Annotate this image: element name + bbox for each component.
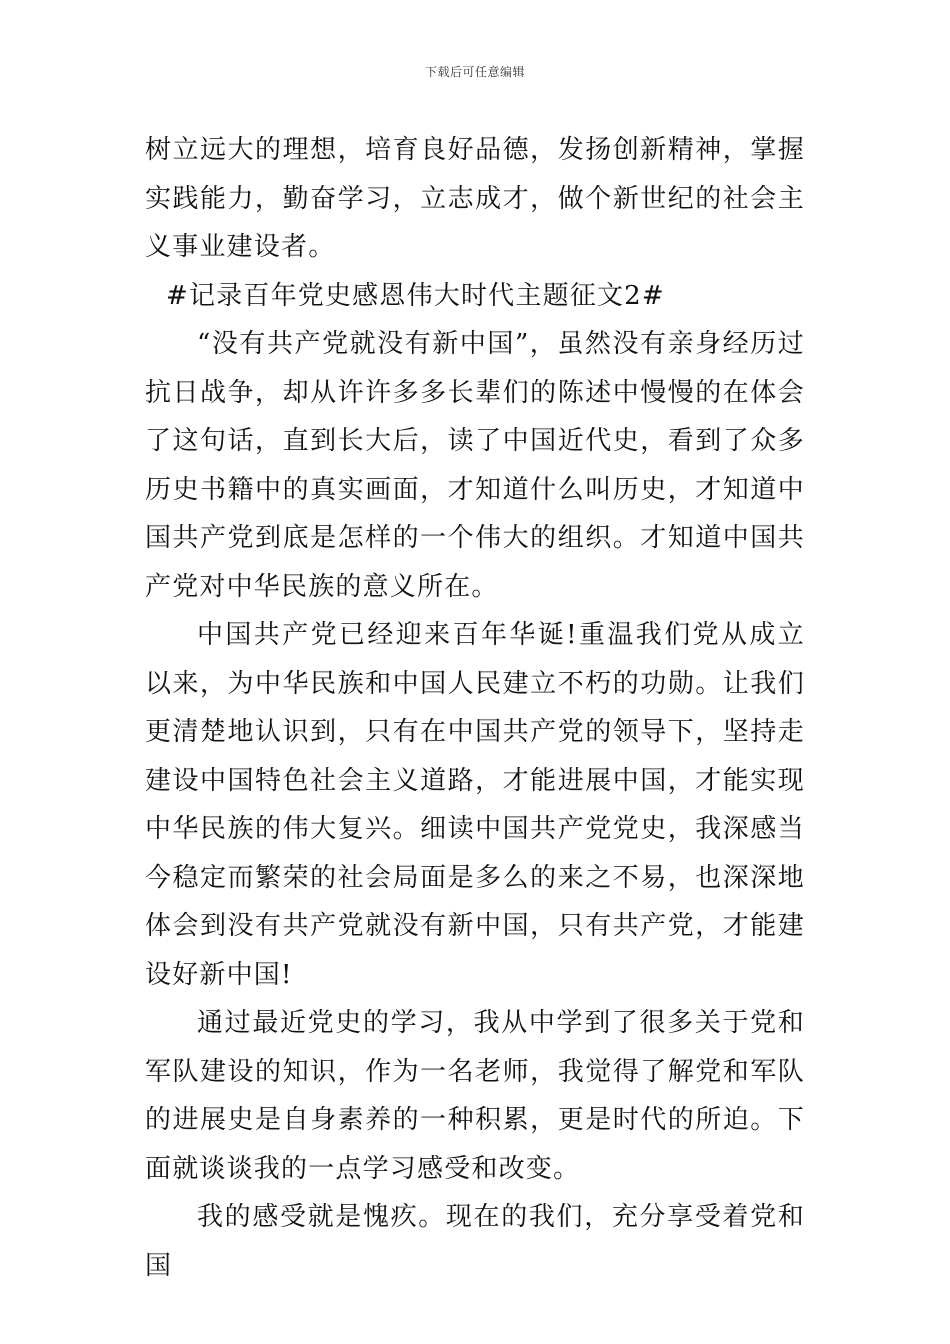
section-heading: #记录百年党史感恩伟大时代主题征文2#	[166, 280, 665, 311]
page-header-note: 下载后可任意编辑	[424, 65, 525, 79]
paragraph: 通过最近党史的学习，我从中学到了很多关于党和军队建设的知识，作为一名老师，我觉得了解党和军队的进展史是自身素养的一种积累，更是时代的所迫。下面就谈谈我的一点学习感受和改变。	[145, 1008, 805, 1184]
paragraph: 我的感受就是愧疚。现在的我们，充分享受着党和国	[145, 1202, 805, 1281]
paragraph: 中国共产党已经迎来百年华诞!重温我们党从成立以来，为中华民族和中国人民建立不朽的功勋。让我们更清楚地认识到，只有在中国共产党的领导下，坚持走建设中国特色社会主义道路，才能进展中国，才能实现中华民族的伟大复兴。细读中国共产党党史，我深感当今稳定而繁荣的社会局面是多么的来之不易，也深深地体会到没有共产党就没有新中国，只有共产党，才能建设好新中国!	[145, 620, 805, 990]
paragraph: “没有共产党就没有新中国”，虽然没有亲身经历过抗日战争，却从许许多多长辈们的陈述中慢慢的在体会了这句话，直到长大后，读了中国近代史，看到了众多历史书籍中的真实画面，才知道什么叫历史，才知道中国共产党到底是怎样的一个伟大的组织。才知道中国共产党对中华民族的意义所在。	[145, 329, 805, 602]
paragraph-continuation: 树立远大的理想，培育良好品德，发扬创新精神，掌握实践能力，勤奋学习，立志成才，做个新世纪的社会主义事业建设者。	[145, 135, 805, 262]
document-body	[145, 126, 805, 1290]
